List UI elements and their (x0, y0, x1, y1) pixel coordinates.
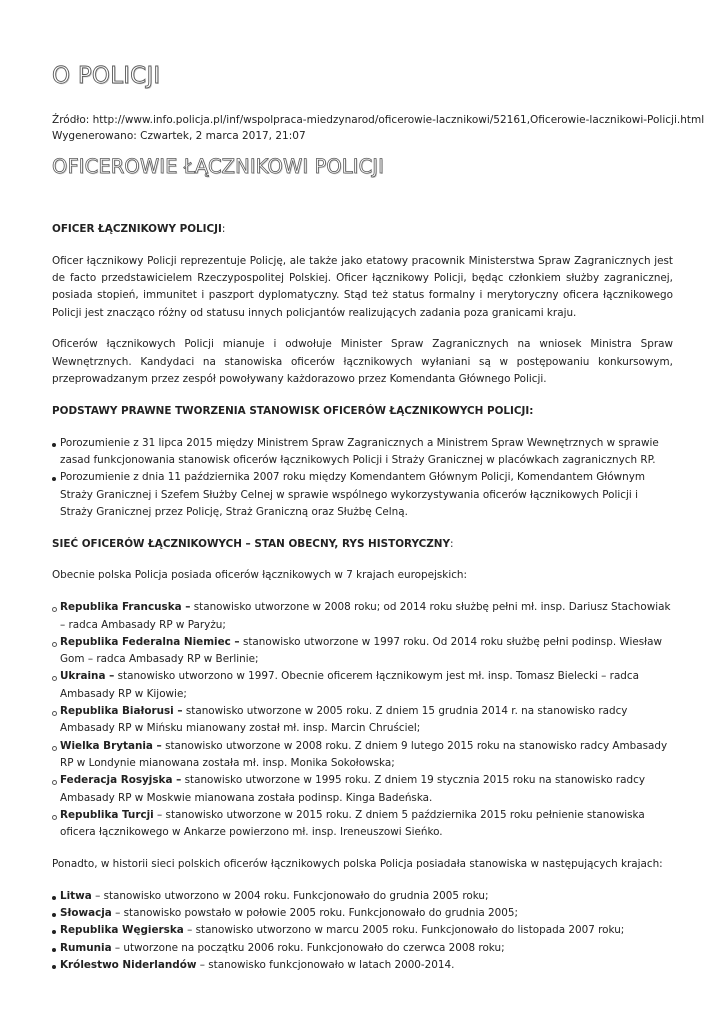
list-item (52, 634, 673, 669)
item-text: stanowisko utworzone w 2005 roku. Z dniem 15 grudnia 2014 r. na stanowisko radcy Ambasady RP w Mińsku mianowany został mł. insp. Marcin Chruściel; (60, 705, 628, 735)
country-name: Rumunia (60, 941, 112, 954)
item-text: – stanowisko utworzono w 2004 roku. Funkcjonowało do grudnia 2005 roku; (91, 889, 489, 902)
current-posts-list (52, 599, 673, 841)
item-text: stanowisko utworzone w 1997 roku. Od 2014 roku służbę pełni podinsp. Wiesław Gom – radca Ambasady RP w Berlinie; (60, 635, 662, 666)
heading-colon: : (450, 537, 454, 550)
source-meta (52, 113, 704, 144)
item-text: – utworzone na początku 2006 roku. Funkcjonowało do czerwca 2008 roku; (111, 941, 505, 954)
country-name: Republika Węgierska (60, 924, 184, 937)
generated-date: Wygenerowano: Czwartek, 2 marca 2017, 21:07 (52, 129, 306, 142)
paragraph-officer-appointment: Oficerów łącznikowych Policji mianuje i odwołuje Minister Spraw Zagranicznych na wniosek Ministra Spraw Wewnętrznych. Kandydaci na stanowiska oficerów łącznikowych wyłaniani są w postępowaniu konkursowym, przeprowadzanym przez zespół powoływany każdorazowo przez Komendanta Głównego Policji. (52, 338, 673, 386)
section-heading-text: OFICER ŁĄCZNIKOWY POLICJI (52, 223, 222, 235)
paragraph-officer-status: Oficer łącznikowy Policji reprezentuje Policję, ale także jako etatowy pracownik Ministerstwa Spraw Zagranicznych jest de facto przedstawicielem Rzeczypospolitej Polskiej. Oficer łącznikowy Policji, będąc członkiem służby zagranicznej, posiada stopień, immunitet i paszport dyplomatyczny. Stąd też status formalny i merytoryczny oficera łącznikowego Policji jest znacząco różny od statusu innych policjantów realizujących zadania poza granicami kraju. (52, 254, 673, 319)
item-text: stanowisko utworzone w 1995 roku. Z dniem 19 stycznia 2015 roku na stanowisko radcy Ambasady RP w Moskwie mianowana została podinsp. Kinga Badeńska. (60, 774, 645, 804)
list-item (52, 940, 673, 957)
country-name: Republika Białorusi – (60, 705, 183, 718)
country-name: Słowacja (60, 907, 112, 919)
list-item (52, 807, 673, 842)
list-item (52, 599, 673, 634)
item-text: – stanowisko utworzone w 2015 roku. Z dniem 5 października 2015 roku pełnienie stanowiska oficera łącznikowego w Ankarze powierzono mł. insp. Ireneuszowi Sieńko. (60, 808, 645, 839)
list-item (52, 888, 673, 905)
country-name: Ukraina – (60, 670, 115, 683)
item-text: – stanowisko utworzono w marcu 2005 roku. Funkcjonowało do listopada 2007 roku; (183, 924, 625, 937)
paragraph-current-network: Obecnie polska Policja posiada oficerów łącznikowych w 7 krajach europejskich: (52, 569, 468, 582)
country-name: Republika Francuska – (60, 601, 191, 614)
country-name: Republika Federalna Niemiec – (60, 635, 240, 648)
source-link[interactable]: Źródło: http://www.info.policja.pl/inf/wspolpraca-miedzynarod/oficerowie-lacznikowi/52161,Oficerowie-lacznikowi-Policji.html (52, 114, 705, 126)
list-item (52, 772, 673, 807)
list-item (52, 957, 673, 974)
list-item (52, 703, 673, 738)
country-name: Królestwo Niderlandów (60, 958, 197, 971)
article-body (52, 221, 673, 989)
list-item (52, 905, 673, 922)
item-text: stanowisko utworzone w 2008 roku. Z dniem 9 lutego 2015 roku na stanowisko radcy Ambasady RP w Londynie mianowana została mł. insp. Monika Sokołowska; (60, 739, 668, 769)
country-name: Federacja Rosyjska – (60, 774, 182, 787)
item-text: stanowisko utworzone w 2008 roku; od 2014 roku służbę pełni mł. insp. Dariusz Stachowiak – radca Ambasady RP w Paryżu; (60, 601, 671, 631)
item-text: stanowisko utworzono w 1997. Obecnie oficerem łącznikowym jest mł. insp. Tomasz Bielecki – radca Ambasady RP w Kijowie; (60, 670, 639, 700)
list-item: Porozumienie z dnia 11 października 2007 roku między Komendantem Głównym Policji, Komendantem Głównym Straży Granicznej i Szefem Służby Celnej w sprawie wspólnego wykorzystywania oficerów łącznikowych Policji i Straży Granicznej przez Policję, Straż Graniczną oraz Służbę Celną. (52, 469, 673, 521)
list-item (52, 922, 673, 939)
country-name: Wielka Brytania – (60, 739, 162, 752)
section-heading-legal: PODSTAWY PRAWNE TWORZENIA STANOWISK OFICERÓW ŁĄCZNIKOWYCH POLICJI: (52, 404, 534, 417)
legal-basis-list (52, 435, 673, 521)
list-item (52, 668, 673, 703)
country-name: Republika Turcji (60, 808, 154, 821)
page-title: O POLICJI (52, 63, 161, 89)
list-item (52, 738, 673, 773)
item-text: – stanowisko funkcjonowało w latach 2000-2014. (196, 958, 455, 971)
article-title: OFICEROWIE ŁĄCZNIKOWI POLICJI (52, 155, 385, 178)
country-name: Litwa (60, 889, 92, 902)
section-heading-network (52, 536, 673, 553)
section-heading-text: SIEĆ OFICERÓW ŁĄCZNIKOWYCH – STAN OBECNY, RYS HISTORYCZNY (52, 537, 450, 550)
paragraph-history: Ponadto, w historii sieci polskich oficerów łącznikowych polska Policja posiadała stanowiska w następujących krajach: (52, 857, 663, 870)
item-text: – stanowisko powstało w połowie 2005 roku. Funkcjonowało do grudnia 2005; (111, 907, 518, 919)
history-posts-list (52, 888, 673, 974)
heading-colon: : (221, 223, 226, 235)
list-item: Porozumienie z 31 lipca 2015 między Ministrem Spraw Zagranicznych a Ministrem Spraw Wewnętrznych w sprawie zasad funkcjonowania stanowisk oficerów łącznikowych Policji i Straży Granicznej w placówkach zagranicznych RP. (52, 435, 673, 470)
section-heading-officer (52, 221, 673, 238)
